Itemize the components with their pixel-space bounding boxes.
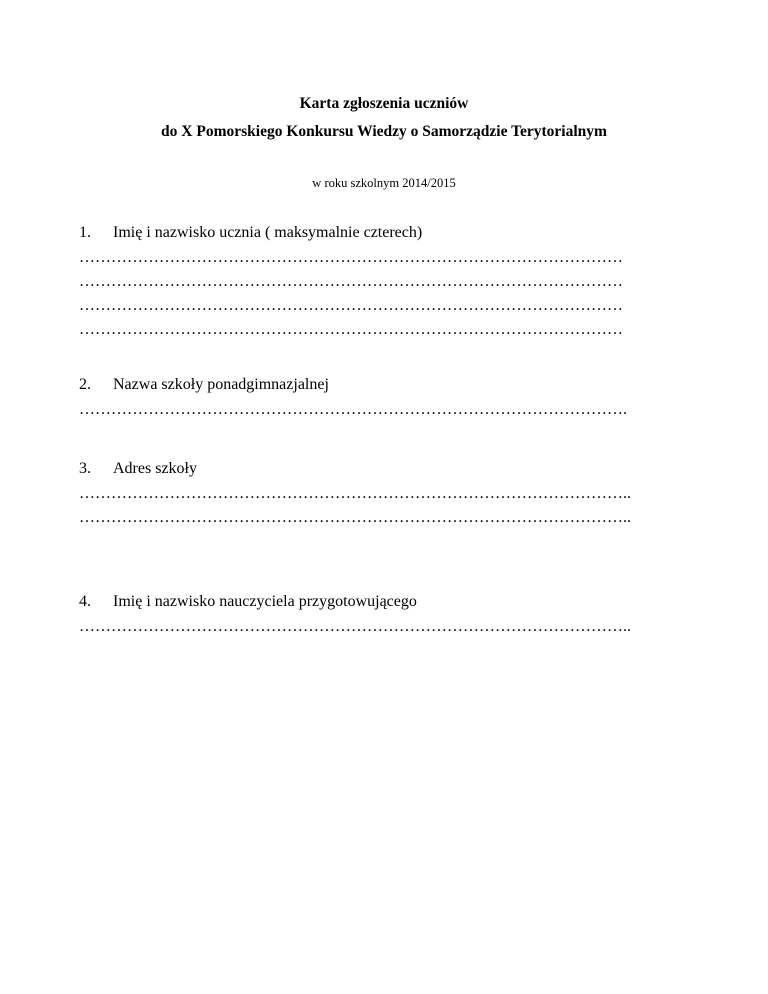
section-student-names [79, 224, 729, 342]
question-label: Adres szkoły [113, 460, 197, 477]
question-heading [79, 460, 729, 482]
question-heading [79, 593, 729, 615]
question-label: Imię i nazwisko nauczyciela przygotowującego [113, 593, 417, 610]
fill-line[interactable]: ………………………………………………………………………………………… [79, 249, 623, 266]
question-heading [79, 224, 729, 246]
fill-line[interactable]: ………………………………………………………………………………………… [79, 273, 623, 290]
question-heading [79, 376, 729, 398]
fill-line[interactable]: ………………………………………………………………………………………… [79, 321, 623, 338]
fill-line[interactable]: …………………………………………………………………………………………. [79, 401, 627, 418]
section-teacher-name [79, 593, 729, 639]
section-school-name [79, 376, 729, 422]
form-subtitle-competition: do X Pomorskiego Konkursu Wiedzy o Samorządzie Terytorialnym [161, 123, 607, 140]
question-number: 1. [79, 224, 91, 241]
fill-line[interactable]: ………………………………………………………………………………………… [79, 297, 623, 314]
fill-line[interactable]: ………………………………………………………………………………………….. [79, 509, 631, 526]
school-year-text: w roku szkolnym 2014/2015 [312, 176, 456, 190]
form-title: Karta zgłoszenia uczniów [299, 95, 469, 112]
fill-line[interactable]: ………………………………………………………………………………………….. [79, 485, 631, 502]
question-label: Imię i nazwisko ucznia ( maksymalnie czterech) [113, 224, 423, 241]
question-number: 3. [79, 460, 91, 477]
question-number: 2. [79, 376, 91, 393]
section-school-address [79, 460, 729, 530]
question-number: 4. [79, 593, 91, 610]
fill-line[interactable]: ………………………………………………………………………………………….. [79, 618, 631, 635]
question-label: Nazwa szkoły ponadgimnazjalnej [113, 376, 329, 393]
